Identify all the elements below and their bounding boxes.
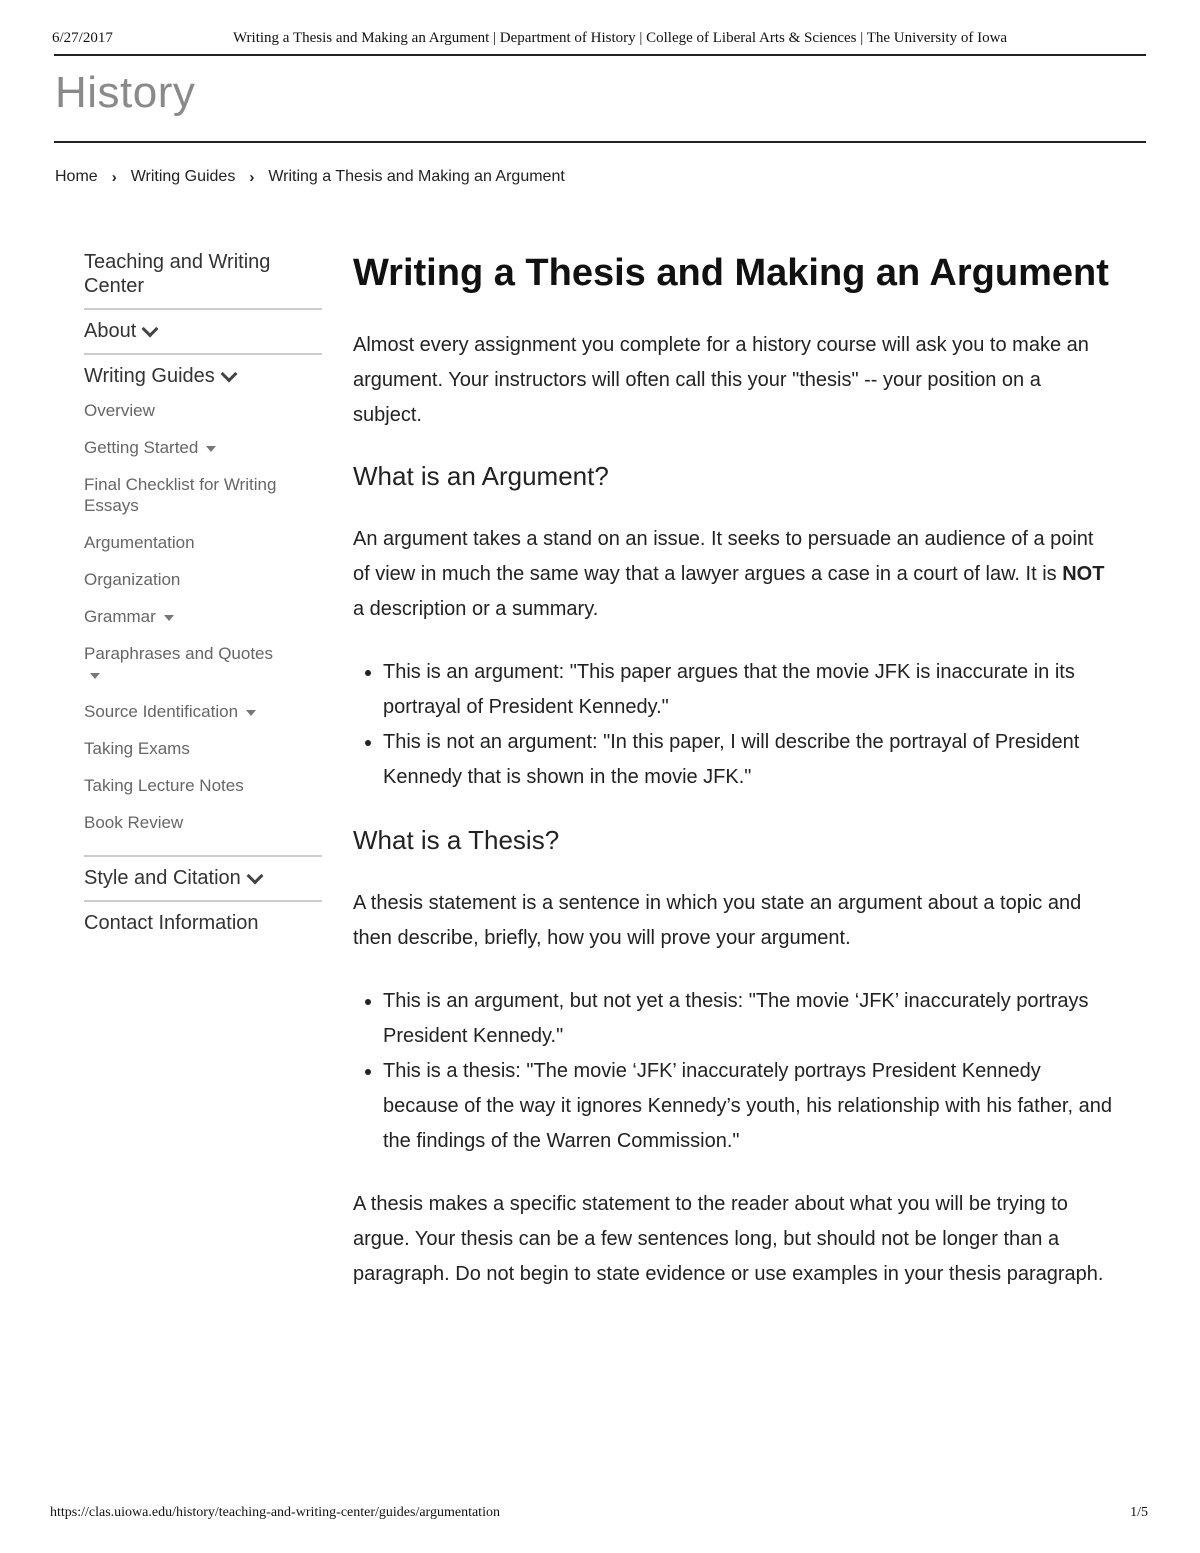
- sidebar-subitem-getting-started[interactable]: [84, 429, 322, 466]
- print-url: https://clas.uiowa.edu/history/teaching-and-writing-center/guides/argumentation: [50, 1505, 500, 1520]
- sidebar-subitem-label: Organization: [84, 570, 181, 589]
- sidebar-subitem-paraphrases-quotes[interactable]: [84, 635, 322, 693]
- sidebar-item-teaching-writing-center[interactable]: Teaching and Writing Center: [84, 250, 322, 310]
- list-item: • This is an argument, but not yet a thesis: "The movie ‘JFK’ inaccurately portrays President Kennedy.": [383, 984, 1113, 1054]
- sidebar-subitem-grammar[interactable]: [84, 598, 322, 635]
- argument-text: An argument takes a stand on an issue. It seeks to persuade an audience of a point of view in much the same way that a lawyer argues a case in a court of law. It is: [353, 528, 1094, 585]
- sidebar-subitem-taking-exams[interactable]: [84, 730, 322, 767]
- print-date: 6/27/2017: [52, 30, 113, 46]
- list-item: • This is a thesis: "The movie ‘JFK’ inaccurately portrays President Kennedy because of the way it ignores Kennedy’s youth, his relationship with his father, and the findings of the Warren Commission.": [383, 1054, 1113, 1159]
- section-heading-argument: What is an Argument?: [353, 461, 609, 491]
- sidebar-item-label: Style and Citation: [84, 867, 241, 889]
- header-divider-bottom: [54, 141, 1146, 143]
- sidebar-item-label: Contact Information: [84, 912, 259, 934]
- thesis-paragraph: A thesis statement is a sentence in which you state an argument about a topic and then describe, briefly, how you will prove your argument.: [353, 892, 1082, 949]
- main-content: [353, 252, 1113, 1292]
- sidebar-subitem-label: Paraphrases and Quotes: [84, 644, 274, 663]
- sidebar-subitem-label: Book Review: [84, 813, 184, 832]
- breadcrumb-writing-guides-link[interactable]: Writing Guides: [130, 168, 236, 185]
- sidebar-subitem-overview[interactable]: [84, 392, 322, 429]
- header-divider-top: [54, 54, 1146, 56]
- sidebar-subitem-label: Taking Lecture Notes: [84, 776, 244, 795]
- sidebar-subitem-organization[interactable]: [84, 561, 322, 598]
- sidebar-subitem-label: Taking Exams: [84, 739, 190, 758]
- sidebar-item-style-citation[interactable]: [84, 857, 322, 902]
- sidebar-item-about[interactable]: [84, 310, 322, 355]
- list-item: • This is not an argument: "In this paper, I will describe the portrayal of President Kennedy that is shown in the movie JFK.": [383, 725, 1113, 795]
- sidebar-subitem-book-review[interactable]: [84, 804, 322, 841]
- breadcrumb-home-link[interactable]: Home: [55, 168, 98, 185]
- sidebar-item-contact[interactable]: [84, 902, 322, 945]
- sidebar-subitem-label: Argumentation: [84, 533, 195, 552]
- breadcrumb-current: Writing a Thesis and Making an Argument: [268, 168, 565, 185]
- caret-down-icon[interactable]: [206, 446, 216, 452]
- caret-down-icon[interactable]: [164, 615, 174, 621]
- argument-text: a description or a summary.: [353, 598, 599, 620]
- sidebar-subitem-label: Source Identification: [84, 702, 239, 721]
- breadcrumb: [55, 168, 565, 186]
- sidebar-subitem-label: Getting Started: [84, 438, 199, 457]
- sidebar-subitem-label: Grammar: [84, 607, 156, 626]
- sidebar-subitem-label: Overview: [84, 401, 155, 420]
- intro-paragraph: Almost every assignment you complete for a history course will ask you to make an argument. Your instructors will often call this your "thesis" -- your position on a subject.: [353, 334, 1089, 426]
- chevron-right-icon: ›: [249, 168, 255, 186]
- thesis-examples-list: [353, 984, 1113, 1159]
- sidebar-subitem-label: Final Checklist for Writing Essays: [84, 475, 277, 515]
- list-item: • This is an argument: "This paper argues that the movie JFK is inaccurate in its portrayal of President Kennedy.": [383, 655, 1113, 725]
- sidebar-subitem-source-identification[interactable]: [84, 693, 322, 730]
- section-heading-thesis: What is a Thesis?: [353, 825, 560, 855]
- site-title[interactable]: History: [55, 68, 196, 117]
- argument-paragraph: [353, 522, 1113, 627]
- caret-down-icon[interactable]: [246, 710, 256, 716]
- page-title: Writing a Thesis and Making an Argument: [353, 252, 1109, 294]
- sidebar-subitem-argumentation[interactable]: [84, 524, 322, 561]
- print-page-number: 1/5: [1130, 1505, 1148, 1520]
- chevron-down-icon[interactable]: [246, 867, 263, 884]
- sidebar-item-label: Writing Guides: [84, 365, 215, 387]
- caret-down-icon[interactable]: [90, 673, 100, 679]
- chevron-down-icon[interactable]: [220, 365, 237, 382]
- sidebar-nav: [84, 250, 322, 945]
- writing-guides-submenu: [84, 392, 322, 857]
- sidebar-subitem-final-checklist[interactable]: [84, 466, 322, 524]
- print-footer: [50, 1505, 1148, 1521]
- chevron-right-icon: ›: [111, 168, 117, 186]
- sidebar-item-label: About: [84, 320, 137, 342]
- emphasis-not: NOT: [1062, 563, 1105, 585]
- chevron-down-icon[interactable]: [142, 320, 159, 337]
- sidebar-item-writing-guides[interactable]: [84, 355, 322, 392]
- print-page-title: Writing a Thesis and Making an Argument | Department of History | College of Liberal Arts & Sciences | The University of Iowa: [233, 30, 1008, 46]
- argument-examples-list: [353, 655, 1113, 795]
- sidebar-subitem-taking-lecture-notes[interactable]: [84, 767, 322, 804]
- closing-paragraph: A thesis makes a specific statement to the reader about what you will be trying to argue. Your thesis can be a few sentences long, but should not be longer than a paragraph. Do not begin to state evidence or use examples in your thesis paragraph.: [353, 1193, 1104, 1285]
